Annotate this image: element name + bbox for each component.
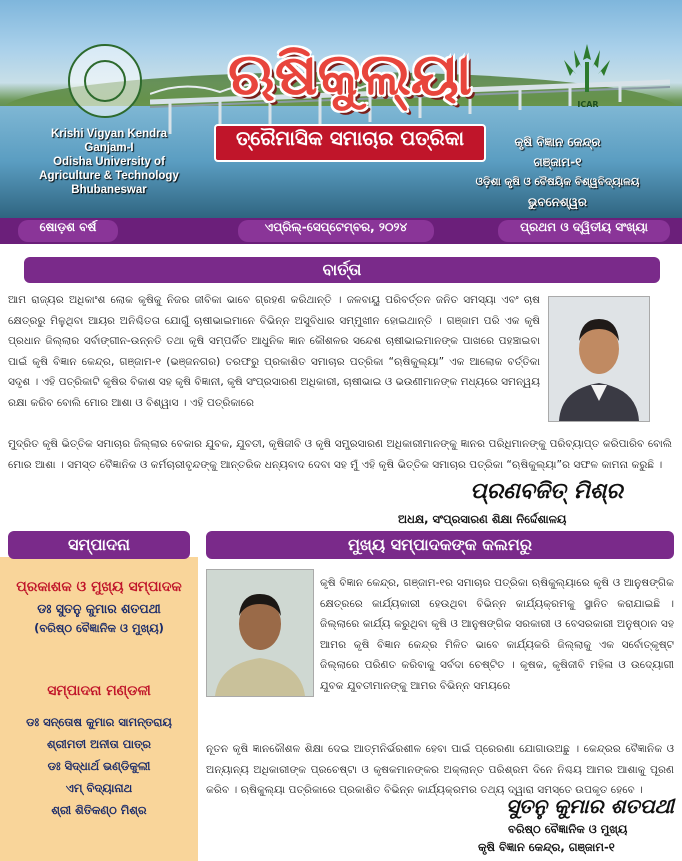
- editor-signature: ସୁତନୁ କୁମାର ଶତପଥୀ: [506, 794, 674, 818]
- publisher-title: ପ୍ରକାଶକ ଓ ମୁଖ୍ୟ ସମ୍ପାଦକ: [16, 579, 182, 595]
- portrait-icon: [207, 570, 313, 696]
- org-line: Ganjam-I: [84, 142, 134, 154]
- org-line: Bhubaneswar: [71, 184, 147, 196]
- board-member: ଡଃ ସିଦ୍ଧାର୍ଥ ଭଣ୍ଡିକୁଲୀ: [47, 759, 151, 773]
- board-member: ଏମ୍ ବିଦ୍ୟାନାଥ: [65, 781, 133, 795]
- editor-column-heading: ମୁଖ୍ୟ ସମ୍ପାଦକଙ୍କ କଲମରୁ: [206, 531, 674, 559]
- org-name-english: [14, 127, 204, 197]
- board-title: ସମ୍ପାଦନା ମଣ୍ଡଳୀ: [47, 683, 151, 699]
- org-line: Agriculture & Technology: [39, 170, 179, 182]
- portrait-icon: [549, 297, 649, 421]
- publisher-role: (ବରିଷ୍ଠ ବୈଜ୍ଞାନିକ ଓ ମୁଖ୍ୟ): [34, 621, 164, 635]
- editor-designation-2: କୃଷି ବିଜ୍ଞାନ କେନ୍ଦ୍ର, ଗଞ୍ଜାମ-୧: [478, 840, 615, 854]
- newsletter-title: ଋଷିକୁଲ୍ୟା: [227, 40, 472, 108]
- ouat-emblem-icon: [68, 44, 142, 118]
- publisher-name: ଡଃ ସୁତନୁ କୁମାର ଶତପଥୀ: [37, 601, 161, 616]
- issue-number: ପ୍ରଥମ ଓ ଦ୍ୱିତୀୟ ସଂଖ୍ୟା: [498, 220, 670, 242]
- board-member: ଶ୍ରୀ ଶିତିକଣ୍ଠ ମିଶ୍ର: [51, 803, 147, 817]
- editor-body-part1: କୃଷି ବିଜ୍ଞାନ କେନ୍ଦ୍ର, ଗଞ୍ଜାମ-୧ର ସମାଚାର ପତ୍ରିକା ଋଷିକୁଲ୍ୟାରେ କୃଷି ଓ ଆନୁଷଙ୍ଗିକ କ୍ଷେତ୍ରରେ କାର୍ଯ୍ୟକାରୀ ହେଉଥିବା ବିଭିନ୍ନ କାର୍ଯ୍ୟକ୍ରମକୁ ସ୍ଥାନିତ କରାଯାଇଛି । ଜିଲ୍ଲାରେ କାର୍ଯ୍ୟ କରୁଥିବା କୃଷି ଓ ଆନୁଷଙ୍ଗିକ ସରକାରୀ ଓ ବେସରକାରୀ ଅନୁଷ୍ଠାନ ସହ ଆମର କୃଷି ବିଜ୍ଞାନ କେନ୍ଦ୍ର ମିଳିତ ଭାବେ କାର୍ଯ୍ୟକରି ଜିଲ୍ଲାକୁ ଏକ ସର୍ବୋତ୍କୃଷ୍ଟ ଜିଲ୍ଲାରେ ପରିଣତ କରିବାକୁ ସର୍ବଦା ଚେଷ୍ଟିତ । କୃଷକ, କୃଷିଜୀବି ମହିଳା ଓ ଉଦ୍ୟୋଗୀ ଯୁବକ ଯୁବତୀମାନଙ୍କୁ ଆମର ବିଭିନ୍ନ ସମୟରେ: [320, 577, 674, 692]
- board-member: ଶ୍ରୀମତୀ ଅନୀତା ପାତ୍ର: [47, 737, 151, 751]
- editor-designation-1: ବରିଷ୍ଠ ବୈଜ୍ଞାନିକ ଓ ମୁଖ୍ୟ: [508, 822, 628, 836]
- icar-logo-icon: [558, 40, 616, 102]
- director-photo: [548, 296, 650, 422]
- org-line: ଭୁବନେଶ୍ୱର: [528, 195, 587, 209]
- editor-body-part2: ନୂତନ କୃଷି ଜ୍ଞାନକୌଶଳ ଶିକ୍ଷା ଦେଇ ଆତ୍ମନିର୍ଭରଶୀଳ ହେବା ପାଇଁ ପ୍ରେରଣା ଯୋଗାଉଅଛୁ । କେନ୍ଦ୍ରର ବୈଜ୍ଞାନିକ ଓ ଅନ୍ୟାନ୍ୟ ଅଧିକାରୀଙ୍କ ପ୍ରଚେଷ୍ଟା ଓ କୃଷକମାନଙ୍କର ଅକ୍ଲାନ୍ତ ପରିଶ୍ରମ ଦିନେ ନିଶ୍ଚୟ ଆମର ଆଶାକୁ ପୂରଣ କରିବ । ଋଷିକୁଲ୍ୟା ପତ୍ରିକାରେ ପ୍ରକାଶିତ ବିଭିନ୍ନ କାର୍ଯ୍ୟକ୍ରମର ତଥ୍ୟ ଦ୍ୱାରା ସମସ୍ତେ ଉପକୃତ ହେବେ ।: [206, 743, 674, 796]
- editorial-heading: ସମ୍ପାଦନା: [8, 531, 190, 559]
- org-line: ଓଡ଼ିଶା କୃଷି ଓ ବୈଷୟିକ ବିଶ୍ୱବିଦ୍ୟାଳୟ: [475, 176, 640, 188]
- masthead: [0, 0, 682, 218]
- message-heading: ବାର୍ତ୍ତା: [24, 257, 660, 283]
- editor-photo: [206, 569, 314, 697]
- org-name-odia: [450, 132, 665, 212]
- org-line: ଗଞ୍ଜାମ-୧: [533, 155, 582, 169]
- editorial-sidebar: [0, 557, 198, 861]
- issue-period: ଏପ୍ରିଲ୍-ସେପ୍ଟେମ୍ବର, ୨୦୨୪: [238, 220, 434, 242]
- org-line: କୃଷି ବିଜ୍ଞାନ କେନ୍ଦ୍ର: [514, 135, 601, 149]
- issue-volume: ଷୋଡ଼ଶ ବର୍ଷ: [18, 220, 118, 242]
- newsletter-subtitle: ତ୍ରୈମାସିକ ସମାଚାର ପତ୍ରିକା: [235, 126, 465, 150]
- board-member: ଡଃ ସନ୍ତୋଷ କୁମାର ସାମନ୍ତରାୟ: [26, 715, 172, 729]
- message-body-part1: ଆମ ରାଜ୍ୟର ଅଧିକାଂଶ ଲୋକ କୃଷିକୁ ନିଜର ଜୀବିକା ଭାବେ ଗ୍ରହଣ କରିଥାନ୍ତି । ଜଳବାୟୁ ପରିବର୍ତ୍ତନ ଜନିତ ସମସ୍ୟା ଏବଂ ଚାଷ କ୍ଷେତ୍ରରୁ ମିଳୁଥିବା ଆୟର ଅନିଶ୍ଚିତତା ଯୋଗୁଁ ଚାଷୀଭାଇମାନେ ବିଭିନ୍ନ ଅସୁବିଧାର ସମ୍ମୁଖୀନ ହୋଇଥାନ୍ତି । ଗଞ୍ଜାମ ପରି ଏକ କୃଷି ପ୍ରଧାନ ଜିଲ୍ଲାର ସର୍ବାଙ୍ଗୀନ-ଉନ୍ନତି ତଥା କୃଷି ସମ୍ପର୍କିତ ଆଧୁନିକ ଜ୍ଞାନ କୌଶଳର ସନ୍ଦେଶ ଚାଷୀଭାଇମାନଙ୍କ ପାଖରେ ପହଞ୍ଚାଇବା ପାଇଁ କୃଷି ବିଜ୍ଞାନ କେନ୍ଦ୍ର, ଗଞ୍ଜାମ-୧ (ଭଞ୍ଜନଗର) ତରଫରୁ ପ୍ରକାଶିତ ସମାଚାର ପତ୍ରିକା “ଋଷିକୁଲ୍ୟା” ଏକ ଆଲୋକ ବର୍ତ୍ତିକା ସଦୃଶ । ଏହି ପତ୍ରିକାଟି କୃଷିର ବିକାଶ ସହ କୃଷି ବିଜ୍ଞାନୀ, କୃଷି ସଂପ୍ରସାରଣ ଅଧିକାରୀ, ଚାଷୀଭାଇ ଓ ଭଉଣୀମାନଙ୍କ ମଧ୍ୟରେ ସମନ୍ୱୟ ରକ୍ଷା କରିବ ବୋଲି ମୋର ଆଶା ଓ ବିଶ୍ୱାସ । ଏହି ପତ୍ରିକାରେ: [8, 294, 540, 409]
- director-signature: ପ୍ରଣବଜିତ୍ ମିଶ୍ର: [470, 478, 623, 504]
- message-body-part2: ମୁଦ୍ରିତ କୃଷି ଭିତ୍ତିକ ସମାଚାର ଜିଲ୍ଲାର ବେକାର ଯୁବକ, ଯୁବତୀ, କୃଷିଜୀବି ଓ କୃଷି ସମ୍ପ୍ରସାରଣ ଅଧିକାରୀମାନଙ୍କୁ ଜ୍ଞାନର ପରିଧିମାନଙ୍କୁ ପରିବ୍ୟାପ୍ତ କରିପାରିବ ବୋଲି ମୋର ଆଶା । ସମସ୍ତ ବୈଜ୍ଞାନିକ ଓ କର୍ମଚାରୀବୃନ୍ଦଙ୍କୁ ଆନ୍ତରିକ ଧନ୍ୟବାଦ ଦେବା ସହ ମୁଁ ଏହି କୃଷି ଭିତ୍ତିକ ସମାଚାର ପତ୍ରିକା “ଋଷିକୁଲ୍ୟା”ର ସଫଳ କାମନା କରୁଛି ।: [8, 438, 672, 471]
- icar-label: ICAR: [577, 100, 599, 109]
- org-line: Krishi Vigyan Kendra: [50, 128, 168, 140]
- director-designation: ଅଧକ୍ଷ, ସଂପ୍ରସାରଣ ଶିକ୍ଷା ନିର୍ଦ୍ଦେଶାଳୟ: [398, 512, 567, 526]
- org-line: Odisha University of: [53, 156, 165, 168]
- issue-bar: [0, 218, 682, 244]
- subtitle-banner: [214, 124, 486, 162]
